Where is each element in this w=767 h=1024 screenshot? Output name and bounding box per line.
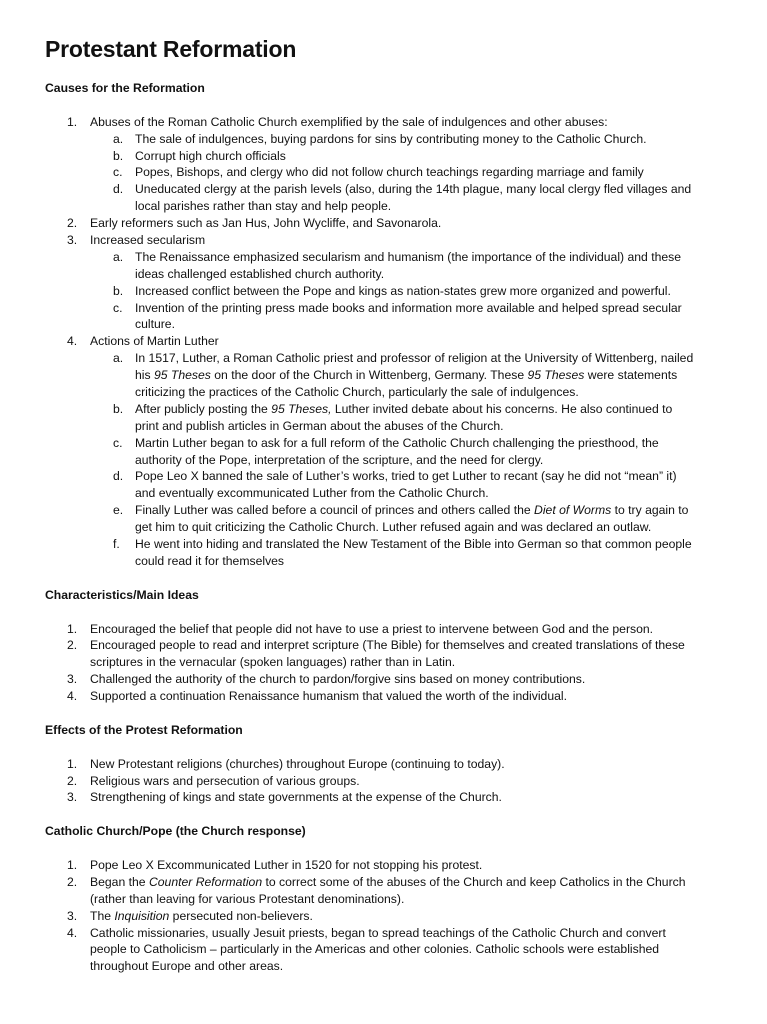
line-text bbox=[90, 215, 441, 232]
text-run: Increased secularism bbox=[90, 233, 206, 248]
text-run: Martin Luther began to ask for a full reform of the Catholic Church challenging the priesthood, the bbox=[135, 435, 659, 450]
line-text bbox=[90, 857, 482, 874]
text-run: to correct some of the abuses of the Church and keep Catholics in the Church bbox=[262, 874, 686, 889]
text-run: authority of the Pope, interpretation of the scripture, and the need for clergy. bbox=[135, 452, 544, 467]
section-heading: Effects of the Protest Reformation bbox=[45, 722, 243, 737]
sub-list-item bbox=[45, 502, 735, 519]
text-run: Challenged the authority of the church to pardon/forgive sins based on money contributions. bbox=[90, 672, 586, 687]
text-run: print and publish articles in German about the abuses of the Church. bbox=[135, 418, 504, 433]
italic-text: 95 Theses bbox=[527, 368, 585, 383]
line-text bbox=[90, 789, 502, 806]
text-run: and eventually excommunicated Luther from the Catholic Church. bbox=[135, 486, 489, 501]
line-text bbox=[90, 621, 653, 638]
text-run: Early reformers such as Jan Hus, John Wycliffe, and Savonarola. bbox=[90, 216, 442, 231]
line-text bbox=[135, 181, 691, 198]
text-run: persecuted non-believers. bbox=[169, 908, 313, 923]
text-run: Popes, Bishops, and clergy who did not follow church teachings regarding marriage and family bbox=[135, 165, 644, 180]
list-number: 3. bbox=[67, 908, 78, 923]
text-run: were statements bbox=[584, 368, 678, 383]
line-text bbox=[135, 553, 284, 570]
list-item bbox=[45, 773, 735, 790]
list-item bbox=[45, 671, 735, 688]
list-item bbox=[45, 908, 735, 925]
line-text bbox=[135, 148, 286, 165]
text-run: scriptures in the vernacular (spoken languages) rather than in Latin. bbox=[90, 655, 456, 670]
sub-list-item bbox=[45, 266, 735, 283]
text-run: Encouraged people to read and interpret scripture (The Bible) for themselves and created translations of these bbox=[90, 638, 685, 653]
line-text bbox=[135, 367, 677, 384]
list-number: 3. bbox=[67, 233, 78, 248]
list-number: 1. bbox=[67, 857, 78, 872]
spacer bbox=[45, 739, 735, 756]
list-item bbox=[45, 688, 735, 705]
list-item bbox=[45, 114, 735, 131]
line-text bbox=[90, 114, 608, 131]
line-text bbox=[135, 502, 688, 519]
spacer bbox=[45, 97, 735, 114]
line-text bbox=[135, 316, 175, 333]
line-text bbox=[90, 908, 313, 925]
text-run: The Renaissance emphasized secularism and humanism (the importance of the individual) and these bbox=[135, 249, 682, 264]
list-letter: a. bbox=[113, 131, 124, 146]
line-text bbox=[135, 198, 391, 215]
text-run: Strengthening of kings and state governments at the expense of the Church. bbox=[90, 790, 502, 805]
list-number: 2. bbox=[67, 638, 78, 653]
list-letter: e. bbox=[113, 503, 124, 518]
text-run: Actions of Martin Luther bbox=[90, 334, 219, 349]
list-letter: d. bbox=[113, 469, 124, 484]
section-heading: Causes for the Reformation bbox=[45, 81, 205, 95]
list-item bbox=[45, 333, 735, 350]
section-heading: Catholic Church/Pope (the Church response) bbox=[45, 824, 306, 839]
line-text bbox=[90, 891, 404, 908]
italic-text: 95 Theses, bbox=[271, 401, 332, 416]
text-run: He went into hiding and translated the New Testament of the Bible into German so that common people bbox=[135, 537, 692, 552]
spacer bbox=[45, 705, 735, 722]
text-run: The sale of indulgences, buying pardons for sins by contributing money to the Catholic Church. bbox=[135, 131, 647, 146]
line-text bbox=[135, 164, 644, 181]
text-run: Finally Luther was called before a council of princes and others called the bbox=[135, 503, 535, 518]
sub-list-item bbox=[45, 418, 735, 435]
text-run: Abuses of the Roman Catholic Church exemplified by the sale of indulgences and other abuses: bbox=[90, 114, 608, 129]
list-letter: f. bbox=[113, 537, 120, 552]
text-run: Supported a continuation Renaissance humanism that valued the worth of the individual. bbox=[90, 689, 567, 704]
text-run: criticizing the practices of the Catholic Church, particularly the sale of indulgences. bbox=[135, 385, 579, 400]
text-run: get him to quit criticizing the Catholic Church. Luther refused again and was declared an outlaw. bbox=[135, 520, 652, 535]
list-number: 3. bbox=[67, 790, 78, 805]
text-run: Pope Leo X banned the sale of Luther’s works, tried to get Luther to recant (say he did not “mean” it) bbox=[135, 469, 677, 484]
list-number: 1. bbox=[67, 756, 78, 771]
text-run: (rather than leaving for various Protestant denominations). bbox=[90, 891, 405, 906]
text-run: on the door of the Church in Wittenberg, Germany. These bbox=[210, 368, 528, 383]
list-item bbox=[45, 857, 735, 874]
list-item bbox=[45, 891, 735, 908]
list-item bbox=[45, 621, 735, 638]
text-run: to try again to bbox=[611, 503, 689, 518]
list-letter: a. bbox=[113, 249, 124, 264]
line-text bbox=[90, 773, 360, 790]
sub-list-item bbox=[45, 148, 735, 165]
line-text bbox=[135, 435, 659, 452]
spacer bbox=[45, 806, 735, 823]
line-text bbox=[90, 925, 666, 942]
list-item bbox=[45, 789, 735, 806]
text-run: Increased conflict between the Pope and kings as nation-states grew more organized and powerful. bbox=[135, 283, 671, 298]
sub-list-item bbox=[45, 198, 735, 215]
sub-list-item bbox=[45, 553, 735, 570]
line-text bbox=[135, 350, 693, 367]
spacer bbox=[45, 840, 735, 857]
line-text bbox=[135, 249, 681, 266]
list-number: 3. bbox=[67, 672, 78, 687]
sub-list-item bbox=[45, 181, 735, 198]
sub-list-item bbox=[45, 316, 735, 333]
text-run: Religious wars and persecution of various groups. bbox=[90, 773, 360, 788]
line-text bbox=[135, 384, 579, 401]
line-text bbox=[135, 536, 692, 553]
text-run: Uneducated clergy at the parish levels (also, during the 14th plague, many local clergy fled villages and bbox=[135, 182, 692, 197]
text-run: After publicly posting the bbox=[135, 401, 272, 416]
text-run: ideas challenged established church authority. bbox=[135, 266, 385, 281]
line-text bbox=[135, 418, 504, 435]
section-heading: Characteristics/Main Ideas bbox=[45, 587, 199, 602]
sub-list-item bbox=[45, 249, 735, 266]
list-number: 1. bbox=[67, 114, 78, 129]
list-number: 1. bbox=[67, 621, 78, 636]
italic-text: Counter Reformation bbox=[148, 874, 263, 889]
line-text bbox=[90, 874, 686, 891]
spacer bbox=[45, 604, 735, 621]
list-number: 4. bbox=[67, 689, 78, 704]
list-item bbox=[45, 215, 735, 232]
line-text bbox=[90, 756, 505, 773]
list-letter: d. bbox=[113, 182, 124, 197]
list-item bbox=[45, 941, 735, 958]
sub-list-item bbox=[45, 401, 735, 418]
line-text bbox=[90, 333, 219, 350]
text-run: local parishes rather than stay and help people. bbox=[135, 199, 392, 214]
text-run: Corrupt high church officials bbox=[135, 148, 286, 163]
text-run: his bbox=[135, 368, 154, 383]
line-text bbox=[135, 519, 651, 536]
line-text bbox=[135, 266, 384, 283]
list-letter: b. bbox=[113, 148, 124, 163]
text-run: Pope Leo X Excommunicated Luther in 1520 for not stopping his protest. bbox=[90, 857, 483, 872]
text-run: throughout Europe and other areas. bbox=[90, 959, 284, 974]
text-run: In 1517, Luther, a Roman Catholic priest and professor of religion at the University of Wittenberg, nailed bbox=[135, 351, 694, 366]
line-text bbox=[135, 485, 489, 502]
spacer bbox=[45, 570, 735, 587]
sub-list-item bbox=[45, 300, 735, 317]
text-run: The bbox=[90, 908, 115, 923]
list-letter: c. bbox=[113, 435, 123, 450]
line-text bbox=[135, 468, 677, 485]
line-text bbox=[135, 131, 647, 148]
italic-text: 95 Theses bbox=[153, 368, 211, 383]
list-item bbox=[45, 637, 735, 654]
text-run: Invention of the printing press made books and information more available and helped spread secular bbox=[135, 300, 682, 315]
list-letter: c. bbox=[113, 165, 123, 180]
sub-list-item bbox=[45, 350, 735, 367]
line-text bbox=[135, 401, 672, 418]
text-run: people to Catholicism – particularly in the Americas and other colonies. Catholic schools were established bbox=[90, 942, 660, 957]
list-letter: c. bbox=[113, 300, 123, 315]
list-number: 4. bbox=[67, 334, 78, 349]
line-text bbox=[90, 654, 455, 671]
sub-list-item bbox=[45, 435, 735, 452]
sub-list-item bbox=[45, 519, 735, 536]
sub-list-item bbox=[45, 131, 735, 148]
sub-list-item bbox=[45, 536, 735, 553]
list-letter: b. bbox=[113, 401, 124, 416]
text-run: could read it for themselves bbox=[135, 553, 285, 568]
sub-list-item bbox=[45, 485, 735, 502]
sub-list-item bbox=[45, 283, 735, 300]
line-text bbox=[90, 232, 205, 249]
line-text bbox=[90, 671, 585, 688]
line-text bbox=[90, 958, 283, 975]
list-item bbox=[45, 756, 735, 773]
line-text bbox=[90, 688, 567, 705]
list-item bbox=[45, 958, 735, 975]
line-text bbox=[90, 941, 659, 958]
list-number: 2. bbox=[67, 773, 78, 788]
list-letter: a. bbox=[113, 351, 124, 366]
sub-list-item bbox=[45, 384, 735, 401]
sub-list-item bbox=[45, 164, 735, 181]
sub-list-item bbox=[45, 468, 735, 485]
list-item bbox=[45, 925, 735, 942]
italic-text: Diet of Worms bbox=[534, 503, 612, 518]
page-title: Protestant Reformation bbox=[45, 36, 297, 62]
list-item bbox=[45, 232, 735, 249]
list-item bbox=[45, 874, 735, 891]
line-text bbox=[90, 637, 685, 654]
text-run: Encouraged the belief that people did not have to use a priest to intervene between God and the person. bbox=[90, 621, 654, 636]
list-letter: b. bbox=[113, 283, 124, 298]
sub-list-item bbox=[45, 367, 735, 384]
list-number: 2. bbox=[67, 874, 78, 889]
list-item bbox=[45, 654, 735, 671]
line-text bbox=[135, 452, 543, 469]
italic-text: Inquisition bbox=[114, 908, 170, 923]
list-number: 2. bbox=[67, 216, 78, 231]
text-run: Began the bbox=[90, 874, 149, 889]
text-run: New Protestant religions (churches) throughout Europe (continuing to today). bbox=[90, 756, 505, 771]
text-run: Luther invited debate about his concerns. He also continued to bbox=[331, 401, 673, 416]
text-run: culture. bbox=[135, 317, 175, 332]
sub-list-item bbox=[45, 452, 735, 469]
line-text bbox=[135, 300, 682, 317]
document-body bbox=[45, 80, 735, 975]
line-text bbox=[135, 283, 671, 300]
text-run: Catholic missionaries, usually Jesuit priests, began to spread teachings of the Catholic Church and convert bbox=[90, 925, 666, 940]
list-number: 4. bbox=[67, 925, 78, 940]
